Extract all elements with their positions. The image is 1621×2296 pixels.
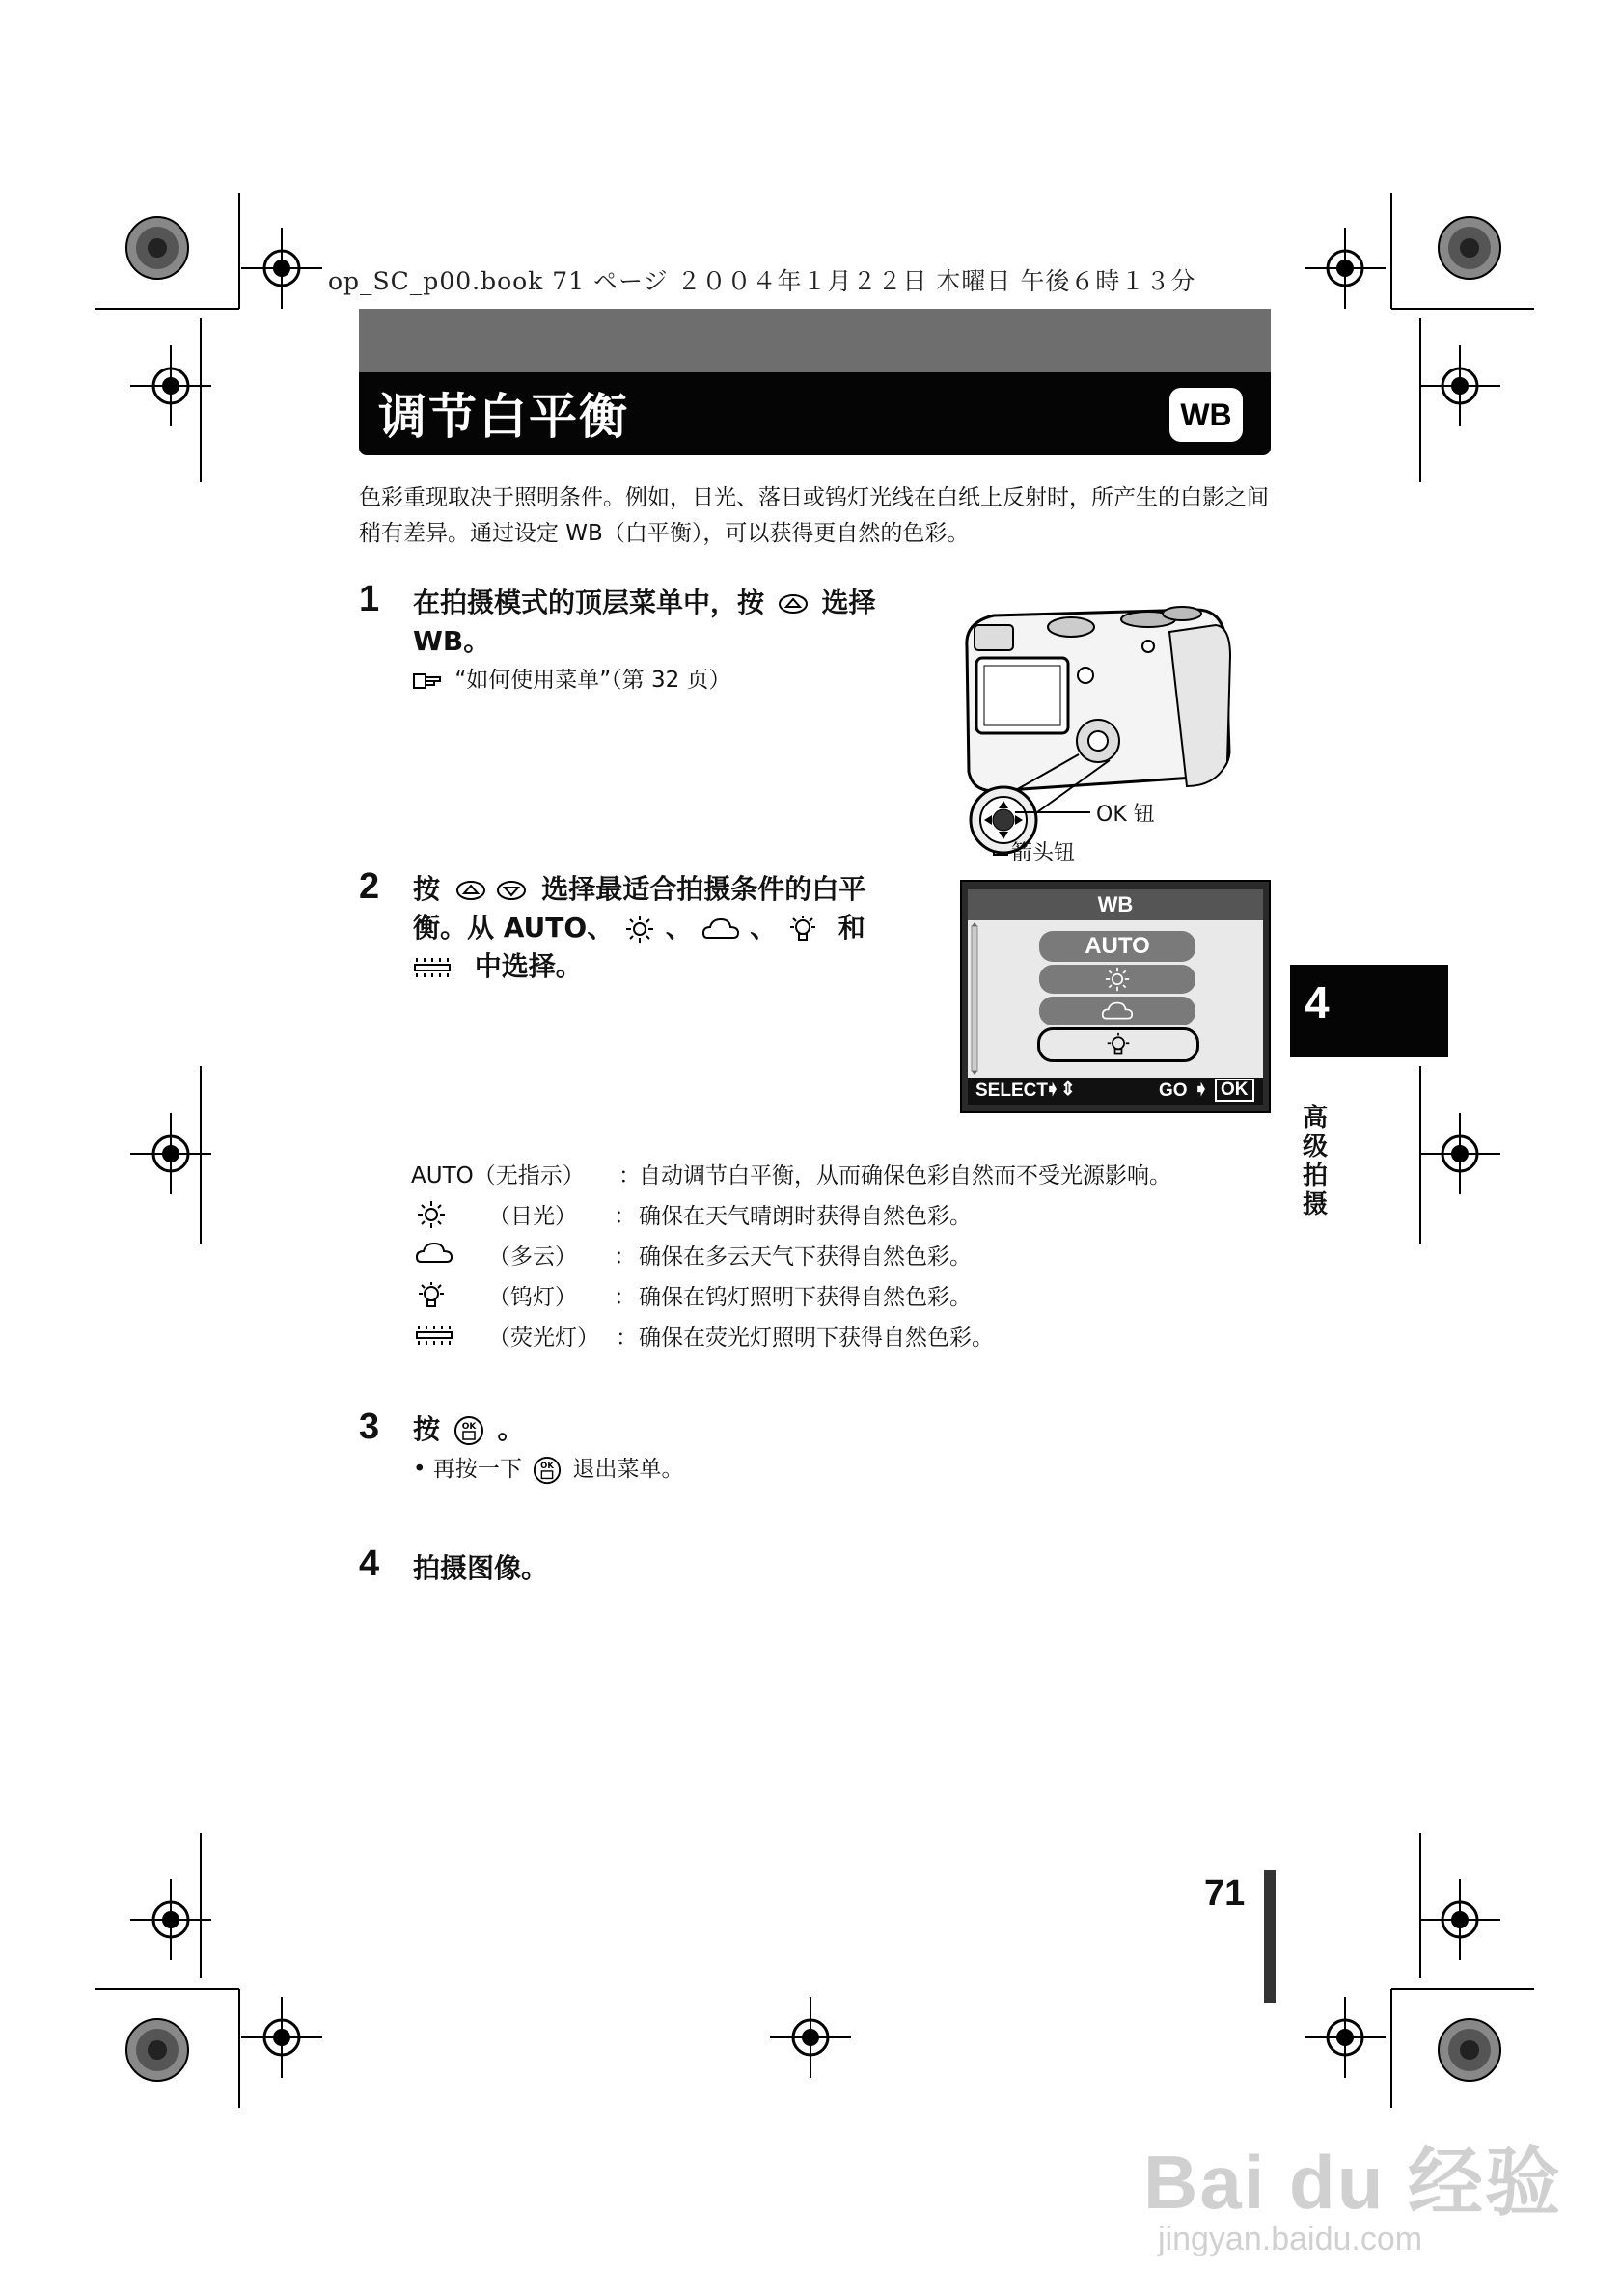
- step-3-number: 3: [359, 1407, 380, 1447]
- lcd-option-sun: [1039, 965, 1195, 994]
- sun-icon: [623, 915, 656, 943]
- page-number-bar: [1264, 1870, 1276, 2003]
- lcd-option-auto: AUTO: [1039, 931, 1195, 962]
- camera-illustration: [955, 588, 1245, 878]
- lcd-select-label: SELECT: [975, 1080, 1048, 1101]
- bulb-icon: [415, 1281, 448, 1310]
- wb-badge-label: WB: [1180, 396, 1232, 432]
- registration-starburst: [1439, 2019, 1500, 2081]
- step-1-line1-pre: 在拍摄模式的顶层菜单中，按: [413, 587, 765, 618]
- intro-paragraph: 色彩重现取决于照明条件。例如，日光、落日或钨灯光线在白纸上反射时，所产生的白影之间稍有差异。通过设定 WB（白平衡），可以获得更自然的色彩。: [359, 485, 1269, 546]
- fluorescent-icon: [413, 954, 452, 981]
- page-number: 71: [1204, 1873, 1246, 1914]
- step-3-line1-post: 。: [497, 1413, 525, 1445]
- step-3-bullet-pre: • 再按一下: [413, 1457, 522, 1482]
- cloud-icon: [701, 916, 740, 942]
- arrow-right-icon: ➧: [1194, 1080, 1209, 1100]
- page-title: 调节白平衡: [378, 389, 629, 445]
- wb-desc-bulb: 确保在钨灯照明下获得自然色彩。: [639, 1285, 972, 1310]
- wb-mode-cloud: （多云）: [488, 1244, 577, 1270]
- arrow-button-label: 箭头钮: [1011, 841, 1076, 865]
- step-2-line2-post: 和: [838, 912, 865, 943]
- registration-starburst: [1439, 217, 1500, 279]
- step-2-line2-pre: 衡。从 AUTO、: [413, 912, 615, 943]
- step-2-number: 2: [359, 866, 380, 907]
- step-3-bullet: [413, 1453, 684, 1486]
- wb-desc-auto: 自动调节白平衡，从而确保色彩自然而不受光源影响。: [639, 1163, 1171, 1189]
- step-1-ref-text: “如何使用菜单”（第 32 页）: [454, 668, 731, 693]
- wb-desc-cloud: 确保在多云天气下获得自然色彩。: [639, 1244, 972, 1270]
- step-1-text: [413, 584, 924, 661]
- watermark-url: jingyan.baidu.com: [1158, 2221, 1423, 2257]
- wb-mode-bulb: （钨灯）: [488, 1285, 577, 1310]
- step-1-ref: [413, 664, 731, 697]
- step-1-line2: WB。: [413, 625, 491, 657]
- sun-icon: [1103, 967, 1132, 992]
- chapter-label: 高级拍摄: [1302, 1104, 1328, 1219]
- watermark-logo: Bai du 经验: [1143, 2140, 1563, 2225]
- step-3-bullet-post: 退出菜单。: [572, 1457, 684, 1482]
- fluorescent-icon: [415, 1322, 453, 1349]
- lcd-option-bulb-selected: [1037, 1027, 1199, 1062]
- step-2-sep2: 、: [750, 912, 778, 943]
- title-band: [359, 309, 1271, 372]
- colon: ：: [614, 1204, 636, 1229]
- hand-pointer-icon: [413, 671, 442, 691]
- colon: ：: [618, 1163, 641, 1189]
- wb-desc-fluorescent: 确保在荧光灯照明下获得自然色彩。: [639, 1326, 994, 1351]
- sun-icon: [415, 1200, 448, 1229]
- step-1-line1-post: 选择: [821, 587, 876, 618]
- bulb-icon: [1104, 1032, 1133, 1057]
- chapter-number: 4: [1305, 977, 1330, 1027]
- registration-starburst: [126, 217, 188, 279]
- lcd-select-arrows-icon: ➧⇕: [1045, 1080, 1076, 1100]
- wb-mode-sun: （日光）: [488, 1204, 577, 1229]
- cloud-icon: [1101, 1000, 1134, 1022]
- ok-button-label: OK 钮: [1096, 803, 1155, 827]
- wb-desc-sun: 确保在天气晴朗时获得自然色彩。: [639, 1204, 972, 1229]
- step-2-line1-post: 选择最适合拍摄条件的白平: [541, 873, 866, 905]
- step-1-number: 1: [359, 579, 380, 619]
- lcd-ok-label: OK: [1215, 1079, 1254, 1102]
- wb-mode-list: [411, 1158, 1260, 1360]
- lcd-bottom-bar: [968, 1078, 1263, 1105]
- colon: ：: [616, 1326, 638, 1351]
- bulb-icon: [786, 915, 819, 943]
- cloud-icon: [415, 1241, 453, 1266]
- print-header: op_SC_p00.book 71 ページ ２００４年１月２２日 木曜日 午後６時１３分: [328, 267, 1196, 295]
- step-3-text: [413, 1410, 525, 1449]
- step-2-text: [413, 870, 934, 986]
- up-arrow-button-icon: [455, 880, 486, 901]
- ok-button-icon: [533, 1456, 562, 1485]
- lcd-option-cloud: [1039, 997, 1195, 1025]
- step-2-sep1: 、: [665, 912, 693, 943]
- wb-mode-auto: AUTO（无指示）: [411, 1163, 585, 1189]
- wb-mode-fluorescent: （荧光灯）: [488, 1326, 599, 1351]
- step-4-text: 拍摄图像。: [413, 1552, 549, 1584]
- svg-text:OK: OK: [540, 1460, 555, 1470]
- down-arrow-button-icon: [496, 880, 527, 901]
- colon: ：: [614, 1285, 636, 1310]
- ok-button-icon: [453, 1415, 484, 1446]
- step-4-number: 4: [359, 1544, 380, 1584]
- svg-text:OK: OK: [461, 1422, 477, 1432]
- registration-starburst: [126, 2019, 188, 2081]
- step-3-line1-pre: 按: [413, 1413, 441, 1445]
- step-2-line1-pre: 按: [413, 873, 441, 905]
- step-2-line3-post: 中选择。: [474, 950, 583, 982]
- up-arrow-button-icon: [778, 593, 809, 615]
- colon: ：: [614, 1244, 636, 1270]
- wb-badge: [1169, 388, 1243, 442]
- lcd-go-label: GO: [1159, 1080, 1188, 1101]
- lcd-title: WB: [968, 889, 1263, 920]
